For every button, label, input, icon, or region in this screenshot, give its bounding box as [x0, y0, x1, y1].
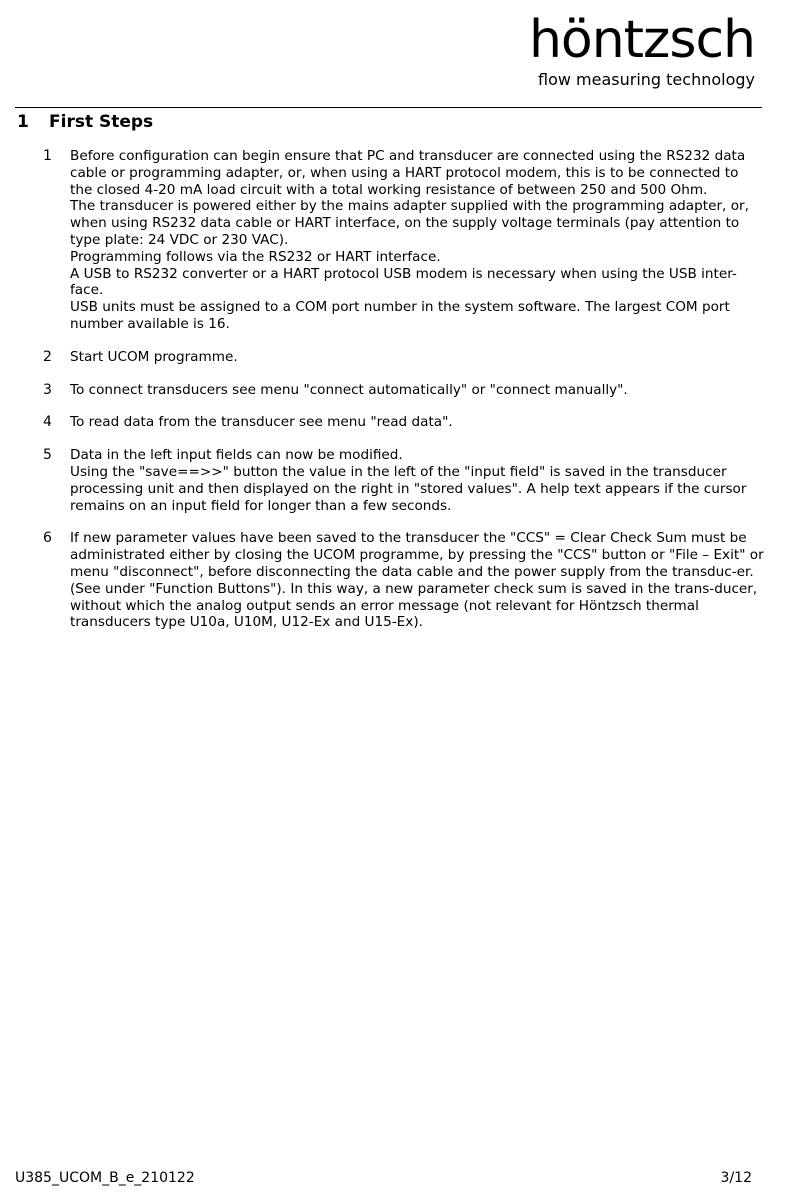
step-paragraph: To read data from the transducer see menu "read data". [70, 414, 453, 431]
logo-tagline: flow measuring technology [538, 70, 755, 89]
page-footer [15, 1169, 752, 1187]
steps-list [43, 148, 765, 647]
step-number: 4 [43, 414, 52, 431]
section-number: 1 [17, 112, 29, 132]
step-number: 3 [43, 381, 52, 398]
step-paragraph: Using the "save==>>" button the value in the left of the "input field" is saved in the transducer processing unit and then displayed on the right in "stored values". A help text appears if the cursor remains on an input field for longer than a few seconds. [70, 463, 747, 514]
step-paragraph: Programming follows via the RS232 or HART interface. [70, 248, 441, 265]
step-item [43, 530, 765, 631]
step-paragraph: USB units must be assigned to a COM port number in the system software. The largest COM port number available is 16. [70, 299, 730, 332]
step-body [70, 349, 765, 366]
step-item [43, 382, 765, 399]
step-paragraph: A USB to RS232 converter or a HART protocol USB modem is necessary when using the USB inter-face. [70, 265, 737, 299]
step-body [70, 148, 765, 333]
step-paragraph: If new parameter values have been saved to the transducer the "CCS" = Clear Check Sum must be administrated either by closing the UCOM programme, by pressing the "CCS" button or "File – Exit" or menu "disconnect", before disconnecting the data cable and the power supply from the transduc-er. (See under "Function Buttons"). In this way, a new parameter check sum is saved in the trans-ducer, without which the analog output sends an error message (not relevant for Höntzsch thermal transducers type U10a, U10M, U12-Ex and U15-Ex). [70, 530, 764, 631]
step-body [70, 530, 765, 631]
step-item [43, 447, 765, 514]
step-number: 1 [43, 148, 52, 164]
step-body [70, 382, 765, 399]
step-number: 2 [43, 348, 52, 365]
section-title: First Steps [49, 112, 154, 132]
step-paragraph: The transducer is powered either by the mains adapter supplied with the programming adapter, or, when using RS232 data cable or HART interface, on the supply voltage terminals (pay attention to type plate: 24 VDC or 230 VAC). [70, 198, 749, 248]
step-paragraph: Start UCOM programme. [70, 348, 238, 365]
company-logo [529, 12, 755, 90]
header-divider [15, 107, 762, 108]
step-number: 6 [43, 530, 52, 547]
step-paragraph: Data in the left input fields can now be modified. [70, 447, 403, 464]
step-body [70, 414, 765, 431]
step-item [43, 414, 765, 431]
section-heading [17, 112, 153, 132]
logo-wordmark: höntzsch [528, 10, 755, 70]
document-id: U385_UCOM_B_e_210122 [15, 1170, 195, 1186]
page-number: 3/12 [720, 1170, 752, 1186]
step-paragraph: Before configuration can begin ensure that PC and transducer are connected using the RS232 data cable or programming adapter, or, when using a HART protocol modem, this is to be connected to the closed 4-20 mA load circuit with a total working resistance of between 250 and 500 Ohm. [70, 148, 746, 198]
step-paragraph: To connect transducers see menu "connect automatically" or "connect manually". [70, 381, 628, 398]
step-number: 5 [43, 447, 52, 464]
step-item [43, 148, 765, 333]
step-body [70, 447, 765, 514]
step-item [43, 349, 765, 366]
